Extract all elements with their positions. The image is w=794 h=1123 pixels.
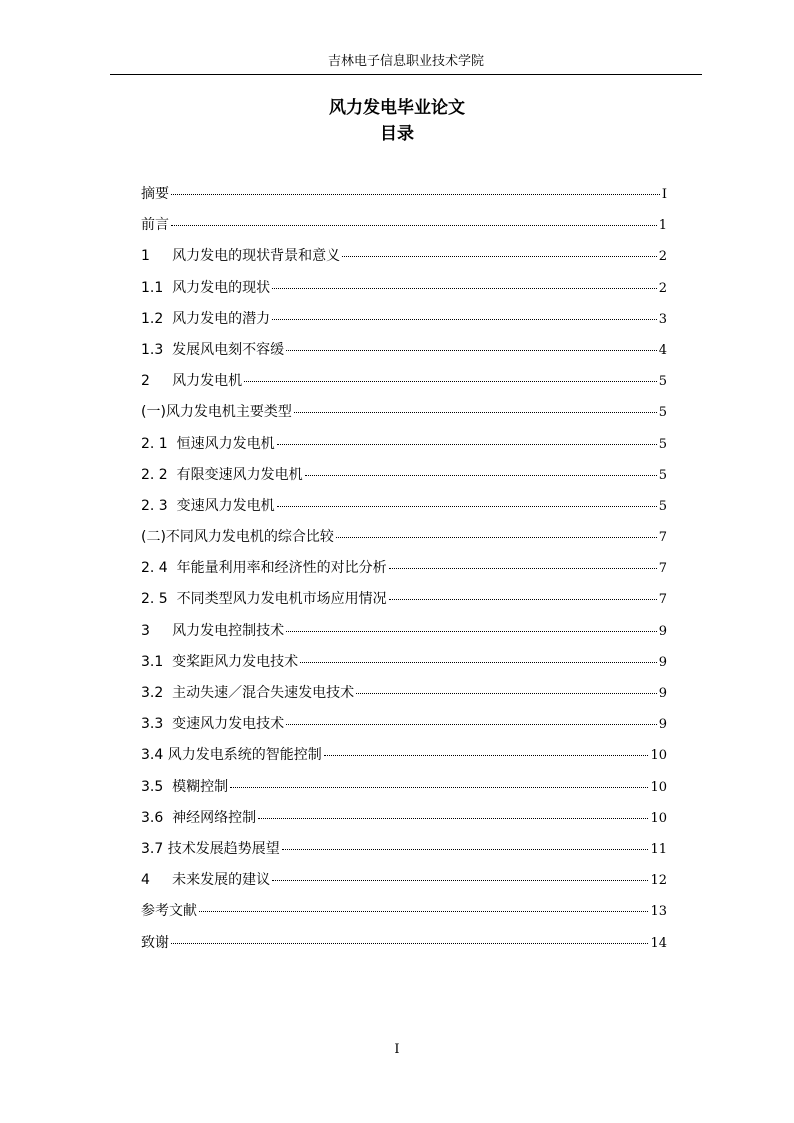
- toc-entry-label: 3.5 模糊控制: [141, 778, 229, 795]
- toc-entry[interactable]: [141, 744, 667, 775]
- toc-entry-page: 10: [650, 810, 667, 826]
- toc-entry-page: 9: [658, 717, 667, 733]
- toc-entry-label: 3.1 变桨距风力发电技术: [141, 653, 299, 670]
- toc-entry-page: 5: [658, 405, 667, 421]
- toc-entry[interactable]: [141, 308, 667, 339]
- toc-dot-leader: [282, 849, 649, 850]
- toc-dot-leader: [272, 288, 657, 289]
- toc-entry[interactable]: [141, 245, 667, 276]
- toc-entry[interactable]: [141, 183, 667, 214]
- toc-dot-leader: [230, 787, 648, 788]
- toc-entry[interactable]: [141, 433, 667, 464]
- toc-entry-page: 9: [658, 623, 667, 639]
- toc-entry-page: 9: [658, 686, 667, 701]
- toc-entry-page: 13: [650, 904, 667, 920]
- toc-entry-page: 5: [658, 374, 667, 390]
- toc-dot-leader: [199, 911, 648, 912]
- toc-entry[interactable]: [141, 932, 667, 963]
- header-text: 吉林电子信息职业技术学院: [327, 54, 484, 69]
- toc-entry-label: 2. 1 恒速风力发电机: [141, 435, 275, 452]
- toc-entry-page: 7: [658, 530, 667, 546]
- toc-dot-leader: [171, 943, 648, 944]
- toc-dot-leader: [294, 412, 657, 413]
- toc-entry-page: 10: [650, 779, 667, 795]
- toc-dot-leader: [286, 350, 657, 351]
- toc-entry-page: 10: [650, 748, 667, 764]
- toc-entry-label: 3.2 主动失速／混合失速发电技术: [141, 685, 355, 701]
- toc-entry-label: 参考文献: [141, 903, 197, 920]
- toc-dot-leader: [342, 256, 657, 257]
- toc-entry-page: 5: [658, 498, 667, 514]
- table-of-contents: [141, 183, 667, 963]
- toc-entry-label: 3.3 变速风力发电技术: [141, 716, 285, 733]
- toc-entry-label: 1 风力发电的现状背景和意义: [141, 248, 341, 265]
- toc-dot-leader: [244, 381, 657, 382]
- toc-dot-leader: [324, 755, 649, 756]
- toc-dot-leader: [272, 319, 657, 320]
- toc-dot-leader: [356, 693, 657, 694]
- toc-entry-label: 致谢: [141, 934, 169, 951]
- toc-entry-page: 2: [658, 280, 667, 296]
- toc-entry-label: 1.1 风力发电的现状: [141, 279, 271, 296]
- toc-entry-label: 摘要: [141, 186, 169, 202]
- toc-entry-label: (一)风力发电机主要类型: [141, 404, 292, 421]
- toc-dot-leader: [336, 537, 657, 538]
- toc-entry[interactable]: [141, 682, 667, 713]
- toc-dot-leader: [389, 568, 657, 569]
- toc-entry[interactable]: [141, 401, 667, 432]
- toc-entry-label: 3.7 技术发展趋势展望: [141, 840, 280, 857]
- toc-dot-leader: [171, 225, 657, 226]
- toc-entry[interactable]: [141, 776, 667, 807]
- toc-entry[interactable]: [141, 277, 667, 308]
- toc-entry-label: 4 未来发展的建议: [141, 872, 271, 889]
- toc-dot-leader: [171, 194, 660, 195]
- toc-entry-label: 1.3 发展风电刻不容缓: [141, 341, 285, 358]
- toc-entry-label: 前言: [141, 217, 169, 234]
- toc-dot-leader: [258, 818, 648, 819]
- toc-dot-leader: [277, 506, 657, 507]
- toc-dot-leader: [305, 475, 657, 476]
- toc-entry-page: 3: [658, 311, 667, 327]
- toc-entry-page: 12: [650, 873, 667, 889]
- toc-entry-label: 3 风力发电控制技术: [141, 622, 285, 639]
- toc-dot-leader: [277, 444, 657, 445]
- toc-entry[interactable]: [141, 713, 667, 744]
- toc-dot-leader: [300, 662, 657, 663]
- toc-entry-page: 7: [658, 561, 667, 577]
- toc-entry[interactable]: [141, 838, 667, 869]
- toc-entry[interactable]: [141, 557, 667, 588]
- toc-entry[interactable]: [141, 526, 667, 557]
- toc-entry-page: 14: [650, 935, 667, 951]
- toc-entry[interactable]: [141, 651, 667, 682]
- toc-entry[interactable]: [141, 620, 667, 651]
- toc-entry[interactable]: [141, 339, 667, 370]
- toc-dot-leader: [389, 599, 657, 600]
- toc-entry[interactable]: [141, 370, 667, 401]
- toc-entry-page: 2: [658, 249, 667, 265]
- page-header: [110, 55, 702, 75]
- toc-heading: 目录: [380, 124, 414, 144]
- toc-dot-leader: [286, 631, 657, 632]
- toc-entry-label: 2. 4 年能量利用率和经济性的对比分析: [141, 560, 387, 577]
- toc-entry-page: 5: [658, 436, 667, 452]
- toc-entry-page: 9: [658, 654, 667, 670]
- toc-entry[interactable]: [141, 495, 667, 526]
- toc-entry-label: 3.4 风力发电系统的智能控制: [141, 747, 322, 764]
- toc-entry-label: 2. 5 不同类型风力发电机市场应用情况: [141, 591, 387, 608]
- toc-entry-page: 1: [658, 218, 667, 234]
- toc-entry-label: 2. 3 变速风力发电机: [141, 497, 275, 514]
- toc-entry-page: 7: [658, 592, 667, 608]
- toc-entry-label: 1.2 风力发电的潜力: [141, 310, 271, 327]
- toc-entry-page: 5: [658, 467, 667, 483]
- toc-dot-leader: [272, 880, 648, 881]
- toc-entry-label: 2 风力发电机: [141, 373, 243, 390]
- toc-entry-page: 11: [650, 841, 667, 857]
- toc-entry-page: 4: [658, 342, 667, 358]
- toc-entry[interactable]: [141, 214, 667, 245]
- toc-entry[interactable]: [141, 464, 667, 495]
- toc-entry[interactable]: [141, 900, 667, 931]
- toc-entry-page: I: [661, 187, 667, 202]
- toc-entry[interactable]: [141, 588, 667, 619]
- toc-entry-label: 3.6 神经网络控制: [141, 809, 257, 826]
- toc-entry-label: 2. 2 有限变速风力发电机: [141, 466, 303, 483]
- toc-dot-leader: [286, 724, 657, 725]
- toc-entry-label: (二)不同风力发电机的综合比较: [141, 529, 334, 546]
- toc-entry[interactable]: [141, 869, 667, 900]
- page-number-footer: I: [394, 1042, 400, 1057]
- toc-entry[interactable]: [141, 807, 667, 838]
- document-title: 风力发电毕业论文: [329, 98, 465, 118]
